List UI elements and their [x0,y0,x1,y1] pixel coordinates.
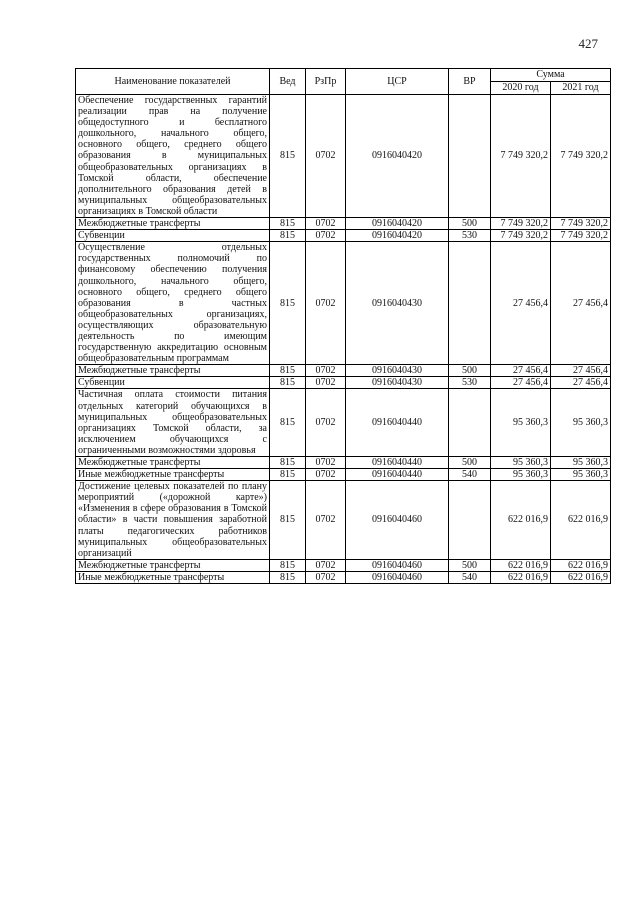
row-vr-cell: 540 [449,571,491,583]
row-vr-cell [449,242,491,365]
table-row [76,377,611,389]
table-row [76,242,611,365]
row-sum-2021-cell: 622 016,9 [551,481,611,560]
row-csr-cell: 0916040460 [346,571,449,583]
row-ved-cell: 815 [270,365,306,377]
row-sum-2020-cell: 7 749 320,2 [491,218,551,230]
header-year-2021: 2021 год [551,82,611,95]
row-ved-cell: 815 [270,218,306,230]
row-ved-cell: 815 [270,571,306,583]
row-sum-2020-cell: 622 016,9 [491,559,551,571]
row-vr-cell: 500 [449,457,491,469]
row-sum-2020-cell: 7 749 320,2 [491,230,551,242]
row-rzpr-cell: 0702 [306,469,346,481]
row-sum-2021-cell: 95 360,3 [551,469,611,481]
row-sum-2021-cell: 622 016,9 [551,559,611,571]
table-header-row [76,69,611,82]
row-vr-cell: 500 [449,559,491,571]
row-vr-cell: 530 [449,230,491,242]
row-csr-cell: 0916040420 [346,230,449,242]
row-sum-2021-cell: 95 360,3 [551,457,611,469]
table-row [76,95,611,218]
row-csr-cell: 0916040420 [346,218,449,230]
row-sum-2021-cell: 27 456,4 [551,242,611,365]
header-sum: Сумма [491,69,611,82]
table-row [76,481,611,560]
table-row [76,389,611,457]
budget-table [75,68,611,584]
row-vr-cell: 500 [449,218,491,230]
row-csr-cell: 0916040420 [346,95,449,218]
table-body [76,95,611,584]
row-sum-2021-cell: 27 456,4 [551,377,611,389]
row-csr-cell: 0916040460 [346,559,449,571]
row-csr-cell: 0916040430 [346,365,449,377]
row-rzpr-cell: 0702 [306,218,346,230]
row-rzpr-cell: 0702 [306,571,346,583]
row-csr-cell: 0916040430 [346,242,449,365]
row-rzpr-cell: 0702 [306,230,346,242]
row-csr-cell: 0916040440 [346,389,449,457]
row-ved-cell: 815 [270,559,306,571]
row-name-cell: Межбюджетные трансферты [76,365,270,377]
row-name-cell: Обеспечение государственных гарантий реализации прав на получение общедоступного и бесплатного дошкольного, начального общего, основного общего, среднего общего образования в муниципальных общеобразовательных организациях в Томской области, обеспечение дополнительного образования детей в муниципальных общеобразовательных организациях в Томской области [76,95,270,218]
row-sum-2021-cell: 7 749 320,2 [551,230,611,242]
header-name: Наименование показателей [76,69,270,95]
row-rzpr-cell: 0702 [306,559,346,571]
header-year-2020: 2020 год [491,82,551,95]
row-rzpr-cell: 0702 [306,365,346,377]
row-vr-cell [449,389,491,457]
row-ved-cell: 815 [270,481,306,560]
row-sum-2020-cell: 27 456,4 [491,365,551,377]
row-sum-2020-cell: 27 456,4 [491,377,551,389]
table-row [76,457,611,469]
row-name-cell: Субвенции [76,377,270,389]
table-row [76,365,611,377]
row-sum-2021-cell: 27 456,4 [551,365,611,377]
row-rzpr-cell: 0702 [306,242,346,365]
page-number: 427 [578,36,598,51]
header-ved: Вед [270,69,306,95]
row-sum-2021-cell: 7 749 320,2 [551,95,611,218]
table-row [76,571,611,583]
row-vr-cell [449,481,491,560]
row-sum-2021-cell: 95 360,3 [551,389,611,457]
row-sum-2020-cell: 95 360,3 [491,389,551,457]
row-vr-cell [449,95,491,218]
row-rzpr-cell: 0702 [306,377,346,389]
row-name-cell: Межбюджетные трансферты [76,218,270,230]
header-rzpr: РзПр [306,69,346,95]
row-rzpr-cell: 0702 [306,457,346,469]
row-rzpr-cell: 0702 [306,389,346,457]
row-sum-2020-cell: 622 016,9 [491,481,551,560]
row-sum-2020-cell: 7 749 320,2 [491,95,551,218]
row-sum-2021-cell: 622 016,9 [551,571,611,583]
row-csr-cell: 0916040440 [346,469,449,481]
table-row [76,218,611,230]
row-vr-cell: 500 [449,365,491,377]
row-csr-cell: 0916040460 [346,481,449,560]
header-csr: ЦСР [346,69,449,95]
row-name-cell: Иные межбюджетные трансферты [76,571,270,583]
row-name-cell: Межбюджетные трансферты [76,559,270,571]
row-sum-2020-cell: 622 016,9 [491,571,551,583]
row-sum-2020-cell: 95 360,3 [491,457,551,469]
row-ved-cell: 815 [270,242,306,365]
row-ved-cell: 815 [270,95,306,218]
row-sum-2020-cell: 95 360,3 [491,469,551,481]
table-row [76,469,611,481]
row-ved-cell: 815 [270,469,306,481]
row-sum-2020-cell: 27 456,4 [491,242,551,365]
row-name-cell: Межбюджетные трансферты [76,457,270,469]
row-csr-cell: 0916040440 [346,457,449,469]
row-name-cell: Частичная оплата стоимости питания отдельных категорий обучающихся в муниципальных общеобразовательных организациях Томской области, за исключением обучающихся с ограниченными возможностями здоровья [76,389,270,457]
row-vr-cell: 540 [449,469,491,481]
row-name-cell: Субвенции [76,230,270,242]
row-ved-cell: 815 [270,230,306,242]
row-ved-cell: 815 [270,389,306,457]
header-vr: ВР [449,69,491,95]
row-rzpr-cell: 0702 [306,95,346,218]
table-row [76,559,611,571]
row-ved-cell: 815 [270,377,306,389]
row-name-cell: Осуществление отдельных государственных полномочий по финансовому обеспечению получения дошкольного, начального общего, основного общего, среднего общего образования в частных общеобразовательных организациях, осуществляющих образовательную деятельность по имеющим государственную аккредитацию основным общеобразовательным программам [76,242,270,365]
row-csr-cell: 0916040430 [346,377,449,389]
row-rzpr-cell: 0702 [306,481,346,560]
row-name-cell: Иные межбюджетные трансферты [76,469,270,481]
row-vr-cell: 530 [449,377,491,389]
table-row [76,230,611,242]
row-ved-cell: 815 [270,457,306,469]
row-name-cell: Достижение целевых показателей по плану мероприятий («дорожной карте») «Изменения в сфере образования в Томской области» в части повышения заработной платы педагогических работников муниципальных общеобразовательных организаций [76,481,270,560]
row-sum-2021-cell: 7 749 320,2 [551,218,611,230]
